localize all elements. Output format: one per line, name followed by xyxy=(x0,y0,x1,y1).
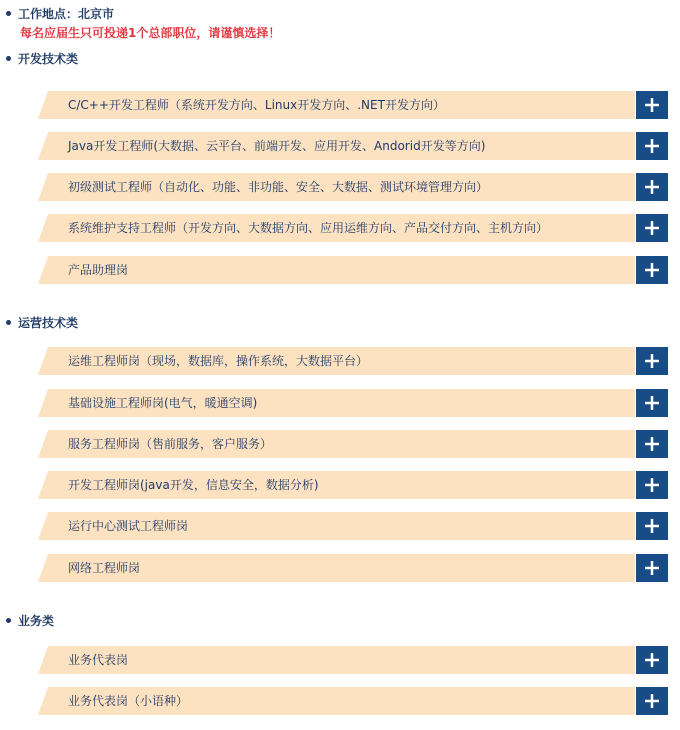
category-heading-dev xyxy=(6,50,78,67)
expand-button[interactable] xyxy=(636,430,668,458)
expand-button[interactable] xyxy=(636,173,668,201)
plus-icon xyxy=(636,91,668,119)
job-row[interactable] xyxy=(38,430,668,458)
bullet-dot xyxy=(6,320,11,325)
job-title[interactable]: 基础设施工程师岗(电气，暖通空调) xyxy=(68,396,258,410)
job-title[interactable]: 产品助理岗 xyxy=(68,263,129,277)
job-title[interactable]: 系统维护支持工程师（开发方向、大数据方向、应用运维方向、产品交付方向、主机方向） xyxy=(68,221,549,235)
job-row[interactable] xyxy=(38,554,668,582)
plus-icon xyxy=(636,554,668,582)
application-note: 每名应届生只可投递1个总部职位，请谨慎选择！ xyxy=(20,26,281,40)
job-title[interactable]: 开发工程师岗(java开发，信息安全，数据分析) xyxy=(68,478,319,492)
category-heading-business xyxy=(6,612,54,629)
expand-button[interactable] xyxy=(636,256,668,284)
expand-button[interactable] xyxy=(636,687,668,715)
plus-icon xyxy=(636,471,668,499)
job-title[interactable]: 服务工程师岗（售前服务，客户服务） xyxy=(68,437,273,451)
job-row[interactable] xyxy=(38,91,668,119)
job-row[interactable] xyxy=(38,347,668,375)
plus-icon xyxy=(636,256,668,284)
bullet-dot xyxy=(6,56,11,61)
job-title[interactable]: 运维工程师岗（现场，数据库，操作系统，大数据平台） xyxy=(68,354,369,368)
expand-button[interactable] xyxy=(636,471,668,499)
expand-button[interactable] xyxy=(636,512,668,540)
plus-icon xyxy=(636,512,668,540)
plus-icon xyxy=(636,430,668,458)
bullet-dot xyxy=(6,11,11,16)
category-title: 开发技术类 xyxy=(18,52,79,66)
plus-icon xyxy=(636,347,668,375)
job-row[interactable] xyxy=(38,471,668,499)
expand-button[interactable] xyxy=(636,91,668,119)
job-title[interactable]: 运行中心测试工程师岗 xyxy=(68,519,189,533)
job-title[interactable]: 网络工程师岗 xyxy=(68,561,141,575)
job-title[interactable]: 初级测试工程师（自动化、功能、非功能、安全、大数据、测试环境管理方向） xyxy=(68,180,489,194)
plus-icon xyxy=(636,687,668,715)
job-row[interactable] xyxy=(38,256,668,284)
plus-icon xyxy=(636,646,668,674)
job-row[interactable] xyxy=(38,214,668,242)
plus-icon xyxy=(636,389,668,417)
category-heading-ops xyxy=(6,314,78,331)
bullet-dot xyxy=(6,618,11,623)
job-row[interactable] xyxy=(38,512,668,540)
job-title[interactable]: C/C++开发工程师（系统开发方向、Linux开发方向、.NET开发方向） xyxy=(68,98,445,112)
plus-icon xyxy=(636,132,668,160)
job-row[interactable] xyxy=(38,687,668,715)
job-title[interactable]: Java开发工程师(大数据、云平台、前端开发、应用开发、Andorid开发等方向) xyxy=(68,139,486,153)
job-row[interactable] xyxy=(38,646,668,674)
job-row[interactable] xyxy=(38,389,668,417)
expand-button[interactable] xyxy=(636,389,668,417)
job-row[interactable] xyxy=(38,173,668,201)
expand-button[interactable] xyxy=(636,554,668,582)
location-label: 工作地点：北京市 xyxy=(18,7,115,21)
category-title: 业务类 xyxy=(18,614,55,628)
location-line xyxy=(6,5,114,22)
expand-button[interactable] xyxy=(636,214,668,242)
expand-button[interactable] xyxy=(636,646,668,674)
job-title[interactable]: 业务代表岗（小语种） xyxy=(68,694,189,708)
expand-button[interactable] xyxy=(636,132,668,160)
expand-button[interactable] xyxy=(636,347,668,375)
plus-icon xyxy=(636,214,668,242)
job-title[interactable]: 业务代表岗 xyxy=(68,653,129,667)
plus-icon xyxy=(636,173,668,201)
category-title: 运营技术类 xyxy=(18,316,79,330)
job-row[interactable] xyxy=(38,132,668,160)
